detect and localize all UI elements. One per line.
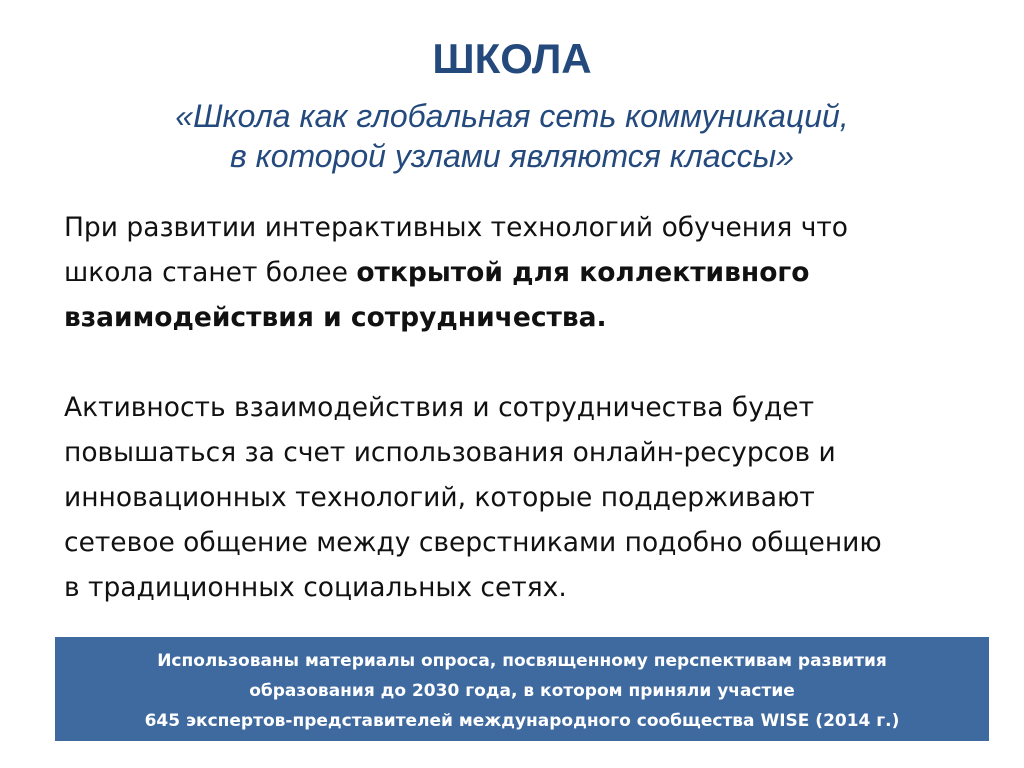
subtitle-line: «Школа как глобальная сеть коммуникаций, <box>175 98 849 134</box>
paragraph-line: в традиционных социальных сетях. <box>64 572 567 603</box>
paragraph-line: сетевое общение между сверстниками подобно общению <box>64 527 882 558</box>
subtitle-line: в которой узлами являются классы» <box>229 138 795 174</box>
paragraph-line <box>64 295 1004 340</box>
paragraph-line <box>64 250 1004 295</box>
emphasis-text: взаимодействия и сотрудничества. <box>64 302 607 333</box>
slide-subtitle <box>0 96 1024 176</box>
footer-line: 645 экспертов-представителей международного сообщества WISE (2014 г.) <box>144 711 900 731</box>
footer-line: образования до 2030 года, в котором приняли участие <box>249 681 795 701</box>
source-note-banner <box>55 637 989 741</box>
paragraph-line: Активность взаимодействия и сотрудничества будет <box>64 392 815 423</box>
paragraph-line: При развитии интерактивных технологий обучения что <box>64 212 849 243</box>
paragraph-line: повышаться за счет использования онлайн-ресурсов и <box>64 437 836 468</box>
footer-line: Использованы материалы опроса, посвященному перспективам развития <box>157 651 887 671</box>
emphasis-text: открытой для коллективного <box>356 257 810 288</box>
plain-text: школа станет более <box>64 257 357 288</box>
paragraph-open-school <box>64 205 1004 340</box>
paragraph-online-resources <box>64 385 1004 610</box>
paragraph-line: инновационных технологий, которые поддерживают <box>64 482 815 513</box>
slide-title: ШКОЛА <box>432 35 592 82</box>
